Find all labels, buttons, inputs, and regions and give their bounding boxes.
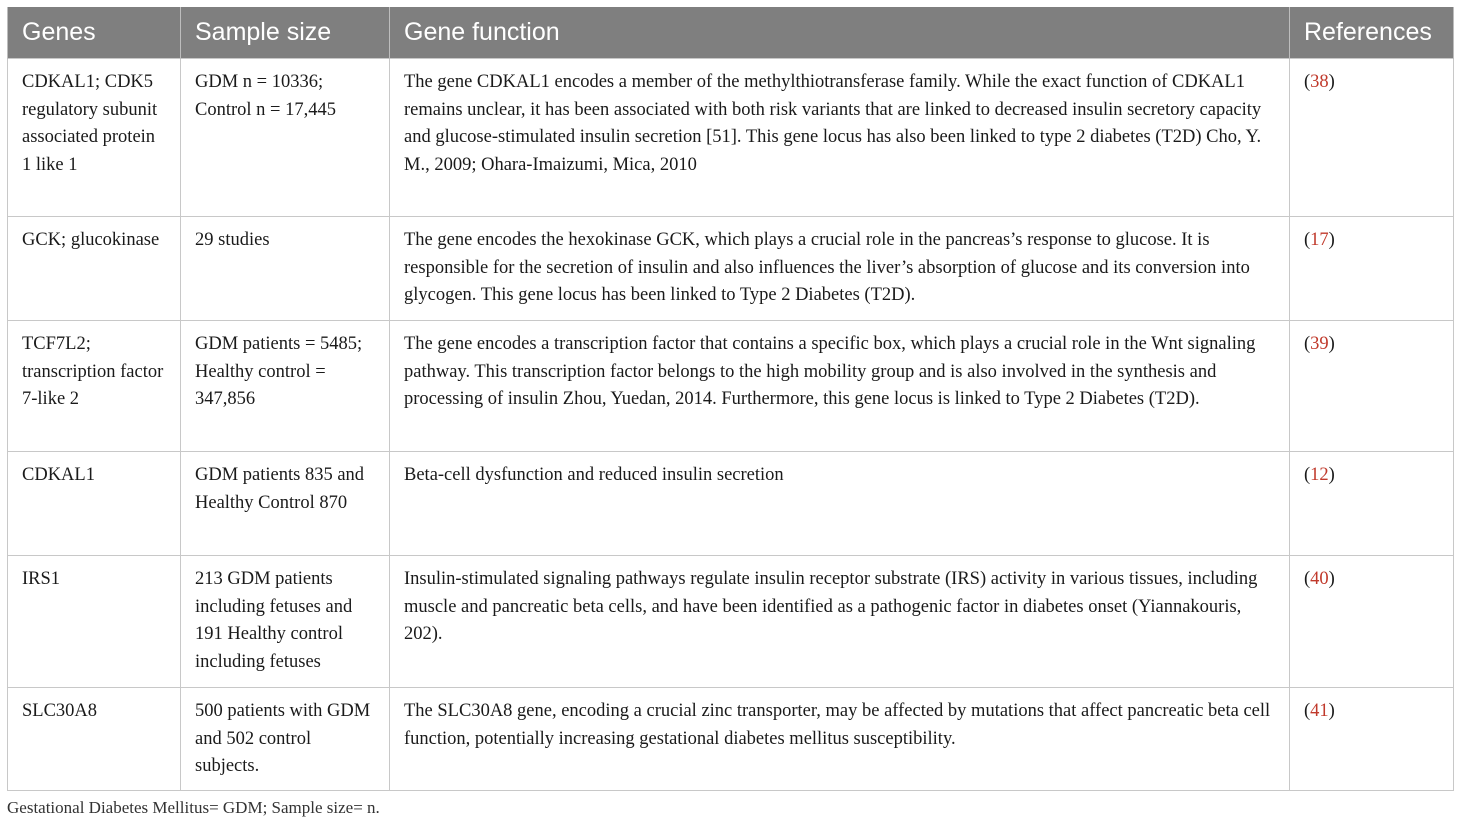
gene-cell: GCK; glucokinase [8, 217, 181, 321]
sample-size-cell: GDM n = 10336; Control n = 17,445 [181, 59, 390, 217]
gene-cell: IRS1 [8, 556, 181, 688]
header-row [8, 7, 1454, 59]
gene-function-cell: The gene encodes the hexokinase GCK, which plays a crucial role in the pancreas’s response to glucose. It is responsible for the secretion of insulin and also influences the liver’s absorption of glucose and its conversion into glycogen. This gene locus has been linked to Type 2 Diabetes (T2D). [390, 217, 1290, 321]
reference-cell: (39) [1290, 321, 1454, 452]
sample-size-cell: GDM patients 835 and Healthy Control 870 [181, 452, 390, 556]
table-row [8, 688, 1454, 791]
gene-function-cell: The gene encodes a transcription factor that contains a specific box, which plays a crucial role in the Wnt signaling pathway. This transcription factor belongs to the high mobility group and is also involved in the synthesis and processing of insulin Zhou, Yuedan, 2014. Furthermore, this gene locus is linked to Type 2 Diabetes (T2D). [390, 321, 1290, 452]
reference-cell: (38) [1290, 59, 1454, 217]
gene-function-cell: Beta-cell dysfunction and reduced insulin secretion [390, 452, 1290, 556]
sample-size-cell: GDM patients = 5485; Healthy control = 347,856 [181, 321, 390, 452]
header-references: References [1290, 7, 1454, 59]
gene-table [7, 7, 1454, 791]
reference-link[interactable]: 40 [1310, 569, 1329, 589]
gene-function-cell: The gene CDKAL1 encodes a member of the methylthiotransferase family. While the exact function of CDKAL1 remains unclear, it has been associated with both risk variants that are linked to decreased insulin secretory capacity and glucose-stimulated insulin secretion [51]. This gene locus has also been linked to type 2 diabetes (T2D) Cho, Y. M., 2009; Ohara-Imaizumi, Mica, 2010 [390, 59, 1290, 217]
sample-size-cell: 213 GDM patients including fetuses and 191 Healthy control including fetuses [181, 556, 390, 688]
gene-function-cell: Insulin-stimulated signaling pathways regulate insulin receptor substrate (IRS) activity in various tissues, including muscle and pancreatic beta cells, and have been identified as a pathogenic factor in diabetes onset (Yiannakouris, 202). [390, 556, 1290, 688]
gene-cell: CDKAL1 [8, 452, 181, 556]
table-header [8, 7, 1454, 59]
gene-cell: CDKAL1; CDK5 regulatory subunit associated protein 1 like 1 [8, 59, 181, 217]
reference-link[interactable]: 12 [1310, 465, 1329, 485]
sample-size-cell: 500 patients with GDM and 502 control subjects. [181, 688, 390, 791]
reference-link[interactable]: 38 [1310, 72, 1329, 92]
table-row [8, 217, 1454, 321]
table-body [8, 59, 1454, 791]
reference-cell: (12) [1290, 452, 1454, 556]
gene-function-cell: The SLC30A8 gene, encoding a crucial zinc transporter, may be affected by mutations that affect pancreatic beta cell function, potentially increasing gestational diabetes mellitus susceptibility. [390, 688, 1290, 791]
table-footnote: Gestational Diabetes Mellitus= GDM; Sample size= n. [7, 798, 380, 817]
gene-cell: SLC30A8 [8, 688, 181, 791]
header-sample-size: Sample size [181, 7, 390, 59]
reference-link[interactable]: 41 [1310, 701, 1329, 721]
reference-cell: (41) [1290, 688, 1454, 791]
table-row [8, 556, 1454, 688]
header-gene-function: Gene function [390, 7, 1290, 59]
table-row [8, 452, 1454, 556]
reference-link[interactable]: 17 [1310, 230, 1329, 250]
table-row [8, 321, 1454, 452]
table-row [8, 59, 1454, 217]
reference-cell: (40) [1290, 556, 1454, 688]
sample-size-cell: 29 studies [181, 217, 390, 321]
reference-link[interactable]: 39 [1310, 334, 1329, 354]
gene-cell: TCF7L2; transcription factor 7-like 2 [8, 321, 181, 452]
header-genes: Genes [8, 7, 181, 59]
reference-cell: (17) [1290, 217, 1454, 321]
